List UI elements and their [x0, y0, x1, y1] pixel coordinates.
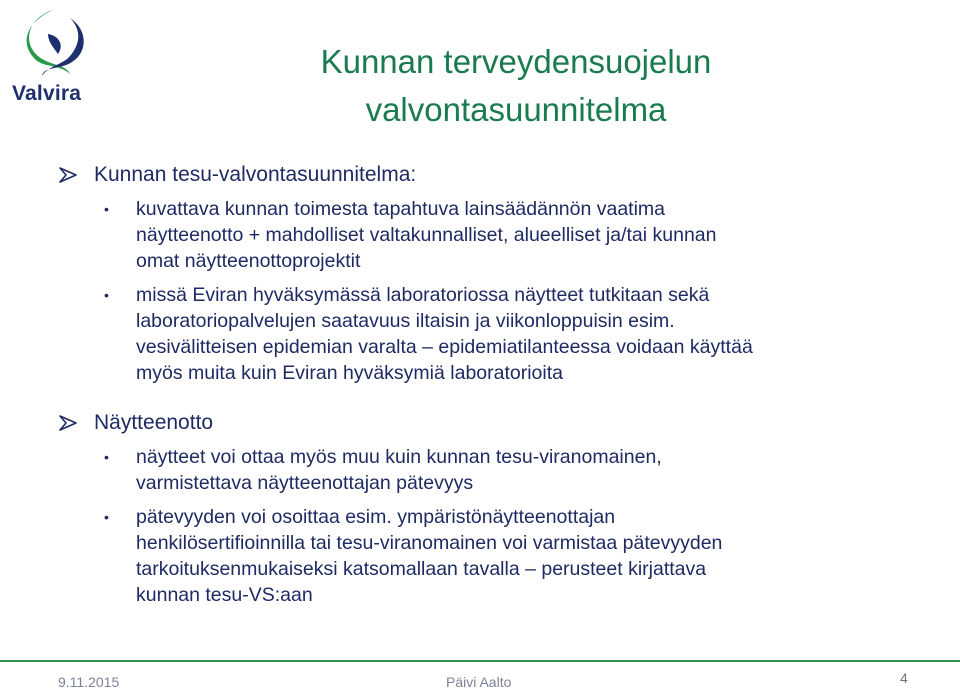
item-line: myös muita kuin Eviran hyväksymiä laboratorioita [136, 362, 564, 384]
brand-name: Valvira [12, 82, 82, 105]
item-line: pätevyyden voi osoittaa esim. ympäristönäytteenottajan [136, 506, 616, 528]
footer-author: Päivi Aalto [446, 674, 512, 690]
section-heading-text: Näytteenotto [94, 411, 214, 434]
footer-divider [0, 660, 960, 662]
dot-bullet-icon: • [104, 509, 109, 525]
arrow-bullet-icon [58, 414, 78, 432]
item-line: näytteenotto + mahdolliset valtakunnalliset, alueelliset ja/tai kunnan [136, 224, 717, 246]
arrow-bullet-icon [58, 166, 78, 184]
title-line: valvontasuunnitelma [365, 91, 667, 128]
item-line: missä Eviran hyväksymässä laboratoriossa näytteet tutkitaan sekä [136, 284, 710, 306]
section-heading [58, 160, 918, 190]
item-line: henkilösertifioinnilla tai tesu-viranomainen voi varmistaa pätevyyden [136, 532, 723, 554]
list-item [58, 282, 918, 386]
section-naytteenotto [58, 408, 918, 608]
section-heading-text: Kunnan tesu-valvontasuunnitelma: [94, 163, 417, 186]
list-item [58, 196, 918, 274]
item-line: näytteet voi ottaa myös muu kuin kunnan tesu-viranomainen, [136, 446, 662, 468]
item-line: vesivälitteisen epidemian varalta – epidemiatilanteessa voidaan käyttää [136, 336, 753, 358]
slide-content [58, 160, 918, 616]
dot-bullet-icon: • [104, 449, 109, 465]
item-line: omat näytteenottoprojektit [136, 250, 361, 272]
item-line: varmistettava näytteenottajan pätevyys [136, 472, 474, 494]
item-line: kuvattava kunnan toimesta tapahtuva lainsäädännön vaatima [136, 198, 666, 220]
item-line: tarkoituksenmukaiseksi katsomallaan tavalla – perusteet kirjattava [136, 558, 707, 580]
list-item [58, 504, 918, 608]
dot-bullet-icon: • [104, 287, 109, 303]
item-line: laboratoriopalvelujen saatavuus iltaisin ja viikonloppuisin esim. [136, 310, 675, 332]
footer-date: 9.11.2015 [58, 674, 120, 690]
list-item [58, 444, 918, 496]
bullet-list [58, 444, 918, 608]
section-heading [58, 408, 918, 438]
item-line: kunnan tesu-VS:aan [136, 584, 313, 606]
title-line: Kunnan terveydensuojelun [320, 43, 712, 80]
slide-title [236, 38, 796, 134]
dot-bullet-icon: • [104, 201, 109, 217]
section-valvontasuunnitelma [58, 160, 918, 386]
bullet-list [58, 196, 918, 386]
page-number: 4 [900, 670, 908, 686]
